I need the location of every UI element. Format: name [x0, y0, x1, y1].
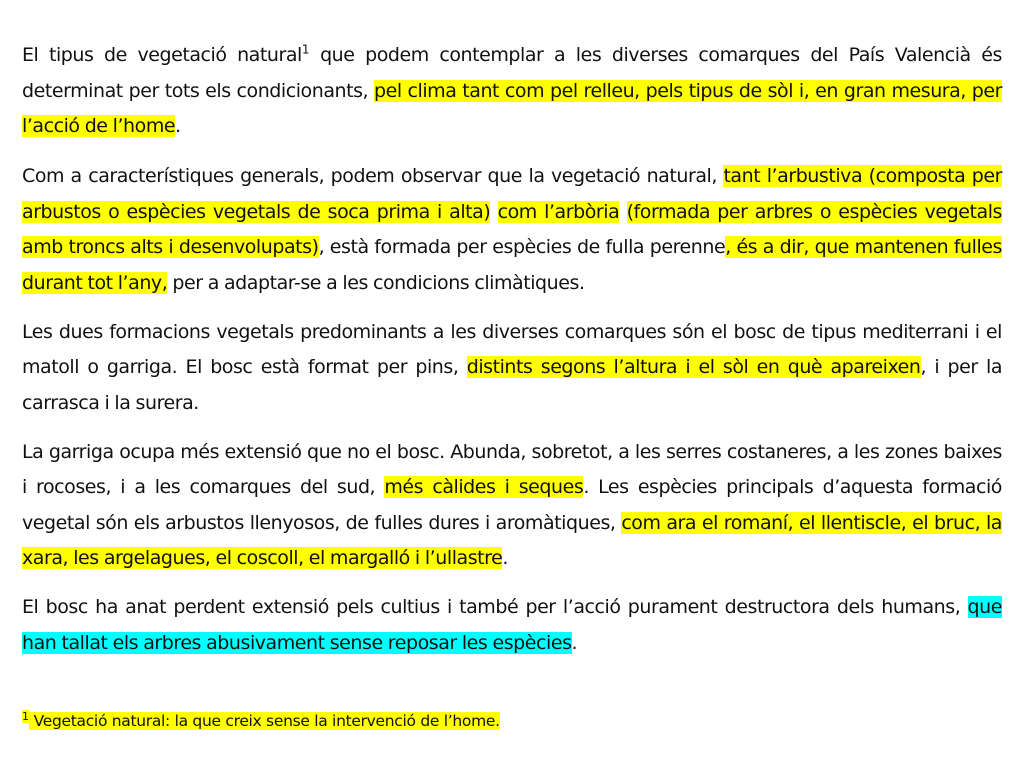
paragraph-footnote-marker: 1: [301, 42, 310, 57]
paragraph-text-segment: .: [175, 115, 181, 137]
document-body: [22, 38, 1002, 675]
paragraph-highlighted-text: distints segons l’altura i el sòl en què apareixen: [466, 356, 921, 378]
paragraph-5: [22, 590, 1002, 661]
paragraph-highlighted-text: pel clima tant com pel relleu, pels tipus de sòl i, en gran mesura, per l’acció de l’home: [22, 79, 1002, 137]
paragraph-3: [22, 315, 1002, 422]
paragraph-highlighted-text: (formada per arbres o espècies vegetals amb troncs alts i desenvolupats): [22, 200, 1002, 258]
paragraph-text-segment: El tipus de vegetació natural: [22, 44, 302, 66]
paragraph-text-segment: , està formada per espècies de fulla perenne: [318, 236, 726, 258]
paragraph-text-segment: [490, 201, 497, 223]
paragraph-text-segment: El bosc ha anat perdent extensió pels cultius i també per l’acció purament destructora dels humans,: [22, 596, 968, 618]
paragraph-text-segment: , i per la carrasca i la surera.: [22, 356, 1003, 414]
paragraph-cyan-highlighted-text: que han tallat els arbres abusivament sense reposar les espècies: [22, 596, 1002, 654]
paragraph-text-segment: per a adaptar-se a les condicions climàtiques.: [167, 271, 585, 294]
paragraph-text-segment: Com a característiques generals, podem observar que la vegetació natural,: [22, 165, 724, 187]
paragraph-text-segment: Les dues formacions vegetals predominants a les diverses comarques són el bosc de tipus mediterrani i el matoll o garriga. El bosc està format per pins,: [22, 320, 1002, 378]
footnote-footnote-marker: 1: [22, 709, 29, 723]
footnote-highlighted-text: Vegetació natural: la que creix sense la intervenció de l’home.: [29, 712, 500, 730]
paragraph-highlighted-text: , és a dir, que mantenen fulles durant tot l’any,: [22, 236, 1002, 294]
paragraph-1: [22, 38, 1002, 145]
paragraph-text-segment: . Les espècies principals d’aquesta formació vegetal són els arbustos llenyosos, de fulles dures i aromàtiques,: [22, 476, 1002, 534]
paragraph-4: [22, 435, 1002, 577]
paragraph-2: [22, 159, 1002, 301]
paragraph-text-segment: que podem contemplar a les diverses comarques del País Valencià és determinat per tots els condicionants,: [22, 44, 1002, 102]
paragraph-highlighted-text: com l’arbòria: [497, 200, 620, 223]
paragraph-text-segment: [619, 201, 626, 223]
paragraph-highlighted-text: més càlides i seques: [384, 476, 584, 498]
paragraph-highlighted-text: com ara el romaní, el llentiscle, el bruc, la xara, les argelagues, el coscoll, el margalló i l’ullastre: [22, 511, 1002, 569]
paragraph-text-segment: .: [571, 631, 578, 654]
paragraph-text-segment: La garriga ocupa més extensió que no el bosc. Abunda, sobretot, a les serres costaneres, a les zones baixes i rocoses, i a les comarques del sud,: [22, 440, 1002, 498]
footnote: [22, 708, 1002, 734]
paragraph-highlighted-text: tant l’arbustiva (composta per arbustos o espècies vegetals de soca prima i alta): [22, 165, 1002, 223]
paragraph-text-segment: .: [502, 547, 508, 569]
